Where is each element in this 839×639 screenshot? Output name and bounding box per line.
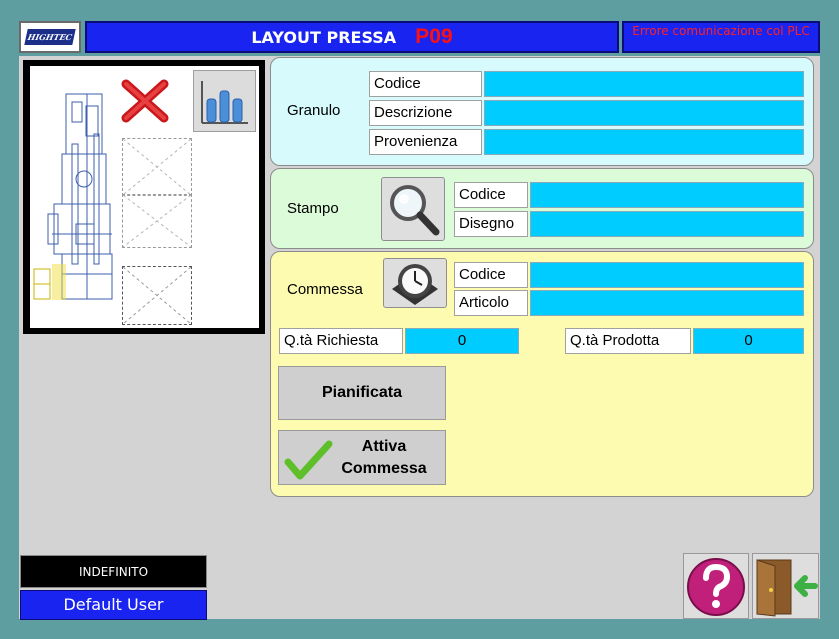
attiva-commessa-button[interactable]	[278, 430, 446, 485]
stampo-disegno-label: Disegno	[454, 211, 528, 237]
granulo-codice-field[interactable]	[484, 71, 804, 97]
slot-2[interactable]	[122, 194, 192, 248]
commessa-schedule-button[interactable]	[383, 258, 447, 308]
clock-icon	[384, 259, 446, 307]
attiva-label-line2: Commessa	[341, 460, 427, 477]
checkmark-icon	[283, 434, 333, 484]
stampo-codice-label: Codice	[454, 182, 528, 208]
granulo-descrizione-label: Descrizione	[369, 100, 482, 126]
stampo-codice-field[interactable]	[530, 182, 804, 208]
hightec-logo	[19, 21, 81, 53]
press-drawing	[32, 84, 122, 324]
commessa-codice-label: Codice	[454, 262, 528, 288]
granulo-descrizione-field[interactable]	[484, 100, 804, 126]
slot-1[interactable]	[122, 138, 192, 196]
commessa-codice-field[interactable]	[530, 262, 804, 288]
granulo-codice-label: Codice	[369, 71, 482, 97]
qta-prodotta-label: Q.tà Prodotta	[565, 328, 691, 354]
commessa-label: Commessa	[287, 281, 363, 298]
close-icon[interactable]	[120, 78, 170, 124]
slot-3[interactable]	[122, 266, 192, 325]
commessa-articolo-field[interactable]	[530, 290, 804, 316]
exit-button[interactable]	[752, 553, 819, 619]
stampo-disegno-field[interactable]	[530, 211, 804, 237]
status-indicator: INDEFINITO	[20, 555, 207, 588]
qta-prodotta-field[interactable]: 0	[693, 328, 804, 354]
press-code: P09	[415, 25, 453, 48]
help-icon	[684, 554, 748, 618]
bar-chart-icon	[194, 71, 255, 131]
granulo-provenienza-field[interactable]	[484, 129, 804, 155]
plc-error-message: Errore comunicazione col PLC	[622, 21, 820, 53]
attiva-label-line1: Attiva	[361, 438, 407, 455]
granulo-provenienza-label: Provenienza	[369, 129, 482, 155]
search-stampo-button[interactable]	[381, 177, 445, 241]
title-bar	[85, 21, 619, 53]
magnifier-icon	[382, 178, 444, 240]
statistics-button[interactable]	[193, 70, 256, 132]
commessa-articolo-label: Articolo	[454, 290, 528, 316]
help-button[interactable]	[683, 553, 749, 619]
logo-text: HIGHTEC	[24, 29, 75, 45]
qta-richiesta-field[interactable]: 0	[405, 328, 519, 354]
page-title: LAYOUT PRESSA	[251, 28, 397, 47]
granulo-label: Granulo	[287, 102, 341, 119]
stampo-label: Stampo	[287, 200, 339, 217]
qta-richiesta-label: Q.tà Richiesta	[279, 328, 403, 354]
exit-door-icon	[753, 554, 818, 618]
pianificata-button[interactable]: Pianificata	[278, 366, 446, 420]
current-user[interactable]: Default User	[20, 590, 207, 620]
